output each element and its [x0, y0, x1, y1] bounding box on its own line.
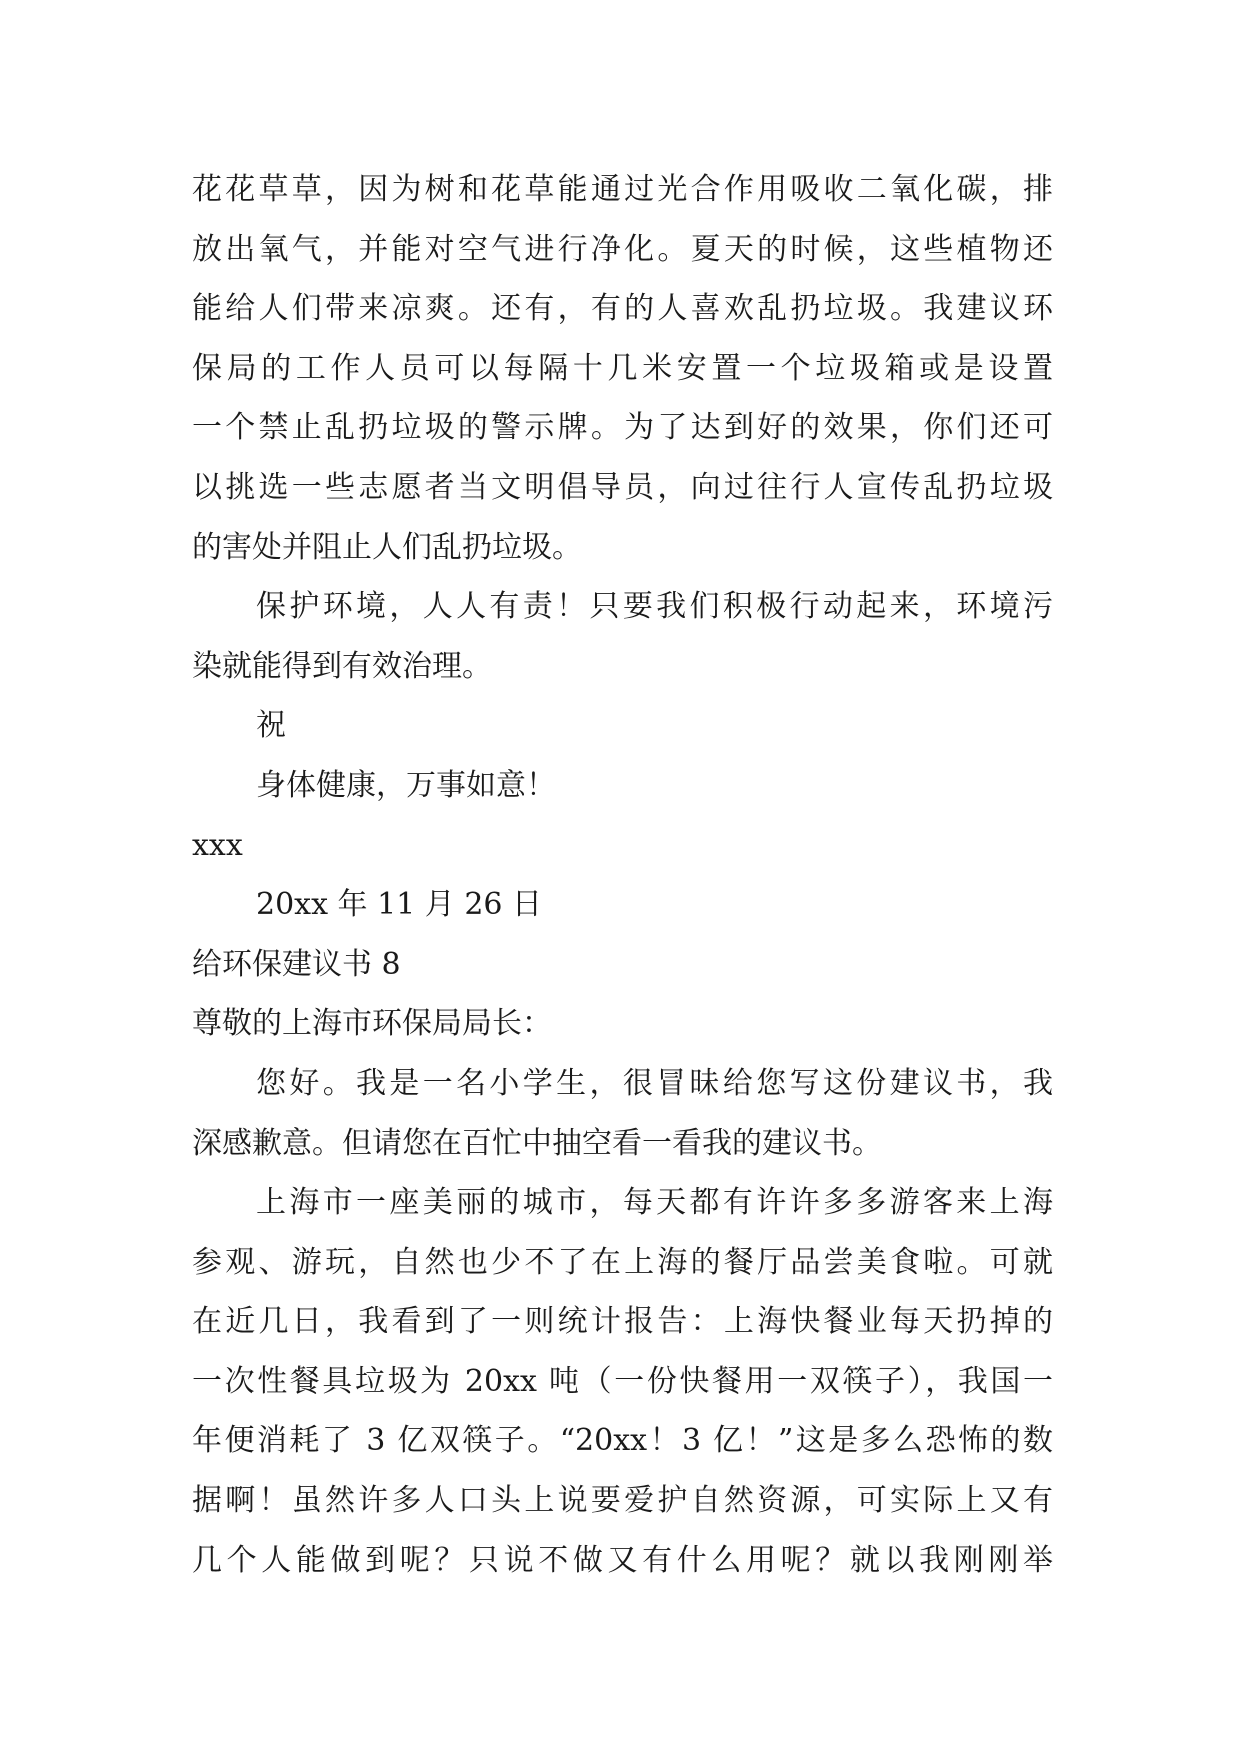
document-body	[192, 160, 1053, 1590]
text-line: 的害处并阻止人们乱扔垃圾。	[192, 529, 582, 565]
letter-date: 20xx 年 11 月 26 日	[256, 887, 543, 923]
text-line: 上海市一座美丽的城市，每天都有许许多多游客来上海	[256, 1185, 1053, 1221]
text-line: 放出氧气，并能对空气进行净化。夏天的时候，这些植物还	[192, 231, 1053, 267]
text-line: 染就能得到有效治理。	[192, 648, 492, 684]
text-line: 您好。我是一名小学生，很冒昧给您写这份建议书，我	[256, 1065, 1053, 1101]
text-line: 能给人们带来凉爽。还有，有的人喜欢乱扔垃圾。我建议环	[192, 291, 1053, 327]
text-line: 保护环境，人人有责！只要我们积极行动起来，环境污	[256, 589, 1053, 625]
text-line: 深感歉意。但请您在百忙中抽空看一看我的建议书。	[192, 1125, 882, 1161]
signature: xxx	[192, 827, 243, 863]
text-line: 保局的工作人员可以每隔十几米安置一个垃圾箱或是设置	[192, 350, 1053, 386]
text-line: 一次性餐具垃圾为 20xx 吨（一份快餐用一双筷子），我国一	[192, 1363, 1053, 1399]
text-line: 在近几日，我看到了一则统计报告：上海快餐业每天扔掉的	[192, 1304, 1053, 1340]
letter-title: 给环保建议书 8	[192, 946, 401, 982]
text-line: 一个禁止乱扔垃圾的警示牌。为了达到好的效果，你们还可	[192, 410, 1053, 446]
text-line: 几个人能做到呢？只说不做又有什么用呢？就以我刚刚举	[192, 1542, 1053, 1578]
text-line: 年便消耗了 3 亿双筷子。“20xx！3 亿！”这是多么恐怖的数	[192, 1423, 1053, 1459]
paragraph-greeting	[192, 1054, 1053, 1173]
paragraph-continued	[192, 160, 1053, 577]
closing-wish-text: 身体健康，万事如意！	[256, 767, 556, 803]
text-line: 以挑选一些志愿者当文明倡导员，向过往行人宣传乱扔垃圾	[192, 469, 1053, 505]
closing-wish: 祝	[256, 708, 286, 744]
text-line: 花花草草，因为树和花草能通过光合作用吸收二氧化碳，排	[192, 172, 1053, 207]
text-line: 参观、游玩，自然也少不了在上海的餐厅品尝美食啦。可就	[192, 1244, 1053, 1280]
paragraph-statistics	[192, 1173, 1053, 1590]
paragraph-responsibility	[192, 577, 1053, 696]
salutation: 尊敬的上海市环保局局长：	[192, 1006, 552, 1042]
text-line: 据啊！虽然许多人口头上说要爱护自然资源，可实际上又有	[192, 1483, 1053, 1519]
